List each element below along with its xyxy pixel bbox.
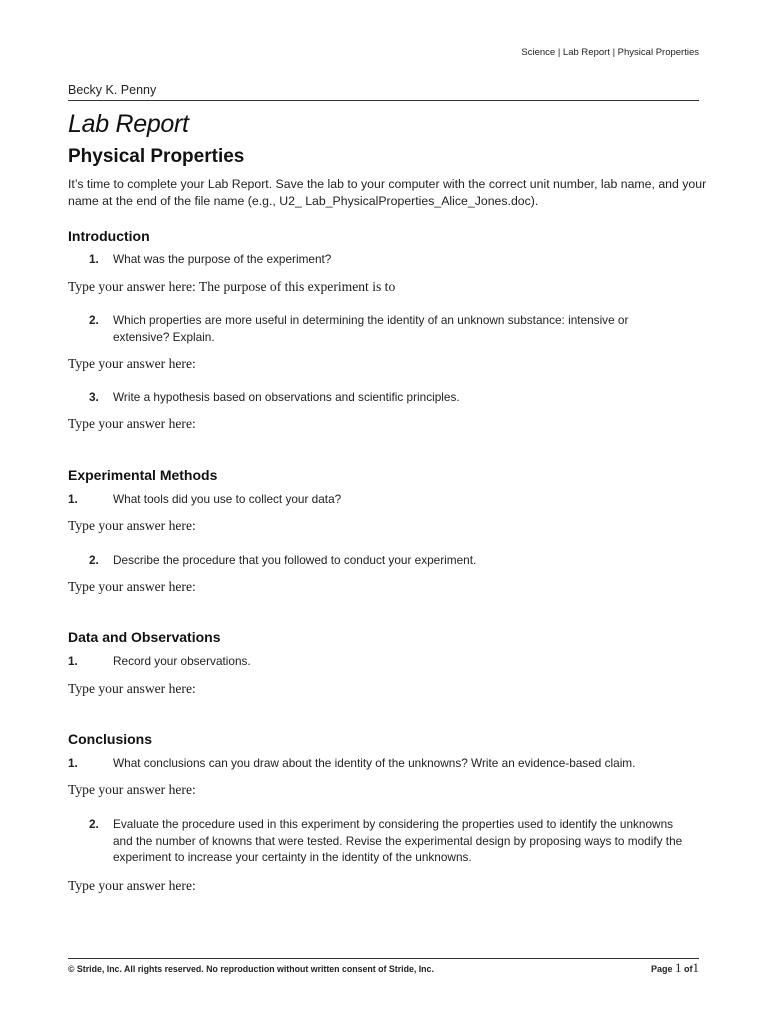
- question-text: Which properties are more useful in determining the identity of an unknown substance: intensive or extensive? Explain.: [113, 313, 629, 344]
- header-breadcrumb: Science | Lab Report | Physical Properties: [521, 47, 699, 58]
- question-data-1: [68, 653, 688, 670]
- question-number: 1.: [68, 756, 78, 770]
- answer-prompt: Type your answer here:: [68, 356, 196, 371]
- section-heading-conclusions: Conclusions: [68, 731, 153, 747]
- answer-prompt: Type your answer here:: [68, 416, 196, 431]
- author-name[interactable]: Becky K. Penny: [68, 83, 157, 97]
- question-methods-2: [68, 552, 688, 569]
- footer-copyright: © Stride, Inc. All rights reserved. No reproduction without written consent of Stride, Inc.: [68, 964, 434, 974]
- answer-prompt: Type your answer here:: [68, 878, 196, 893]
- section-heading-introduction: Introduction: [68, 228, 150, 244]
- page-current: 1: [674, 960, 682, 975]
- question-conclusions-1: [68, 755, 688, 772]
- question-text: What was the purpose of the experiment?: [113, 252, 332, 266]
- answer-field-intro-3[interactable]: [68, 416, 196, 432]
- question-number: 1.: [68, 654, 78, 668]
- question-text: Evaluate the procedure used in this experiment by considering the properties used to identify the unknowns and the number of knowns that were tested. Revise the experimental design by proposing ways to modify the experiment to increase your certainty in the identity of the unknowns.: [113, 817, 683, 864]
- answer-value[interactable]: The purpose of this experiment is to: [198, 279, 396, 294]
- answer-field-intro-1[interactable]: [68, 279, 395, 295]
- document-subtitle: Physical Properties: [68, 146, 245, 167]
- answer-field-intro-2[interactable]: [68, 356, 196, 372]
- question-conclusions-2: [68, 816, 688, 866]
- question-number: 2.: [89, 553, 99, 567]
- document-title: Lab Report: [68, 110, 189, 138]
- question-number: 1.: [68, 492, 78, 506]
- author-divider: [68, 100, 699, 101]
- answer-field-data-1[interactable]: [68, 681, 196, 697]
- page-label: Page: [650, 964, 673, 974]
- answer-field-conclusions-1[interactable]: [68, 782, 196, 798]
- question-number: 1.: [89, 252, 99, 266]
- answer-prompt: Type your answer here:: [68, 782, 196, 797]
- question-text: What tools did you use to collect your data?: [113, 492, 342, 506]
- question-intro-3: [68, 389, 688, 406]
- page-of-label: of: [684, 964, 693, 974]
- section-heading-data: Data and Observations: [68, 629, 221, 645]
- answer-field-methods-1[interactable]: [68, 518, 196, 534]
- page-total: 1: [692, 960, 699, 975]
- section-heading-methods: Experimental Methods: [68, 467, 218, 483]
- answer-prompt: Type your answer here:: [68, 579, 196, 594]
- question-text: Record your observations.: [113, 654, 251, 668]
- question-text: What conclusions can you draw about the identity of the unknowns? Write an evidence-based claim.: [113, 756, 636, 770]
- answer-prompt: Type your answer here:: [68, 518, 196, 533]
- question-number: 3.: [89, 390, 99, 404]
- answer-field-methods-2[interactable]: [68, 579, 196, 595]
- question-text: Describe the procedure that you followed to conduct your experiment.: [113, 553, 477, 567]
- instructions-paragraph: It’s time to complete your Lab Report. Save the lab to your computer with the correct unit number, lab name, and your name at the end of the file name (e.g., U2_ Lab_PhysicalProperties_Alice_Jones.doc).: [68, 177, 707, 208]
- answer-prompt: Type your answer here:: [68, 681, 196, 696]
- question-intro-1: [68, 251, 688, 268]
- page-number: [651, 960, 699, 976]
- question-number: 2.: [89, 313, 99, 327]
- answer-prompt: Type your answer here:: [68, 279, 196, 294]
- question-text: Write a hypothesis based on observations and scientific principles.: [113, 390, 460, 404]
- question-methods-1: [68, 491, 688, 508]
- question-number: 2.: [89, 817, 99, 831]
- footer-divider: [68, 958, 699, 959]
- answer-field-conclusions-2[interactable]: [68, 878, 196, 894]
- question-intro-2: [68, 312, 688, 345]
